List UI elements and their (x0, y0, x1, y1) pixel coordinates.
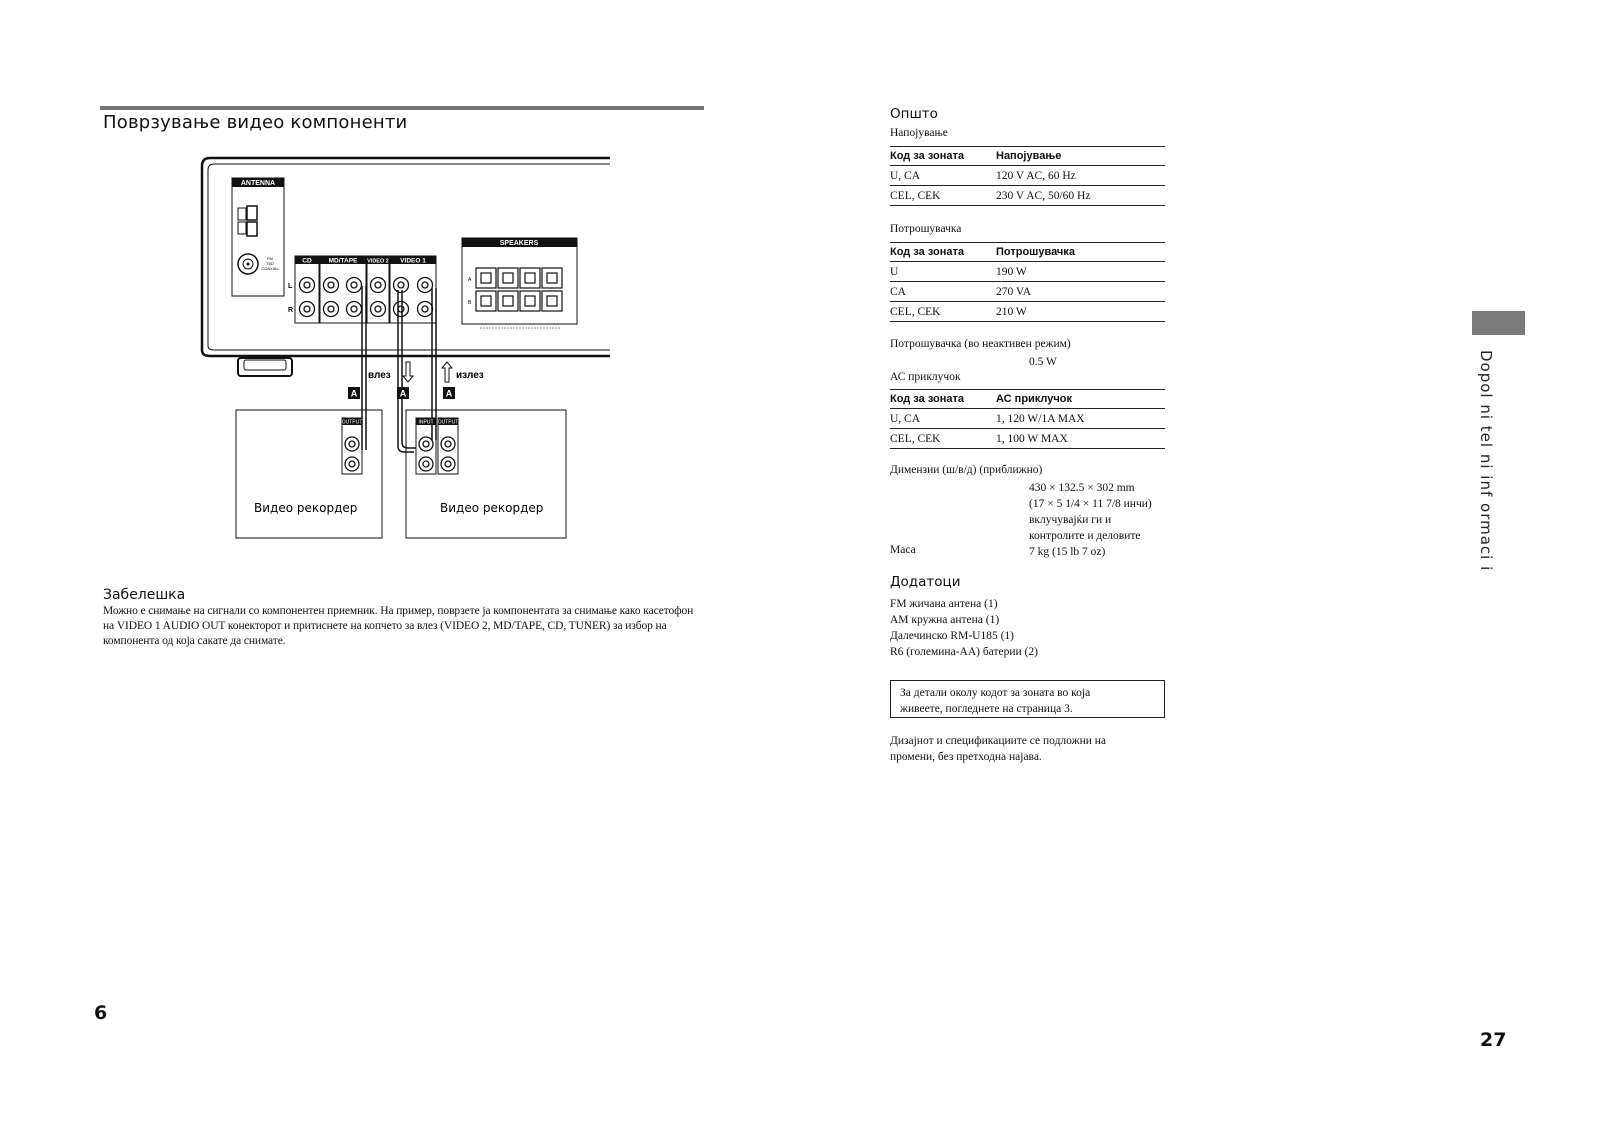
ac-outlet-label: АС приклучок (890, 371, 961, 383)
input-jack-label: INPUT (418, 419, 434, 426)
dimensions-line: контролите и деловите (1029, 530, 1141, 542)
power-label: Напојување (890, 127, 948, 139)
dimensions-label: Димензии (ш/в/д) (приближно) (890, 464, 1043, 476)
table-cell: 190 W (996, 262, 1165, 282)
table-cell: 120 V AC, 60 Hz (996, 166, 1165, 186)
cable-marker-a: A (399, 388, 407, 399)
standby-label: Потрошувачка (во неактивен режим) (890, 338, 1071, 350)
up-arrow-icon (442, 362, 452, 382)
disclaimer (890, 733, 1106, 765)
section-title: Поврзување видео компоненти (103, 112, 408, 133)
accessories-heading: Додатоци (890, 574, 961, 590)
ac-outlet-table (890, 389, 1165, 449)
svg-text:COAXIAL: COAXIAL (261, 266, 279, 271)
connection-diagram (200, 150, 610, 545)
dimensions-line: (17 × 5 1/4 × 11 7/8 инчи) (1029, 498, 1152, 510)
video2-label: VIDEO 2 (367, 258, 389, 265)
disclaimer-line: Дизајнот и спецификациите се подложни на (890, 735, 1107, 747)
recorder-left-label: Видео рекордер (254, 501, 358, 515)
input-arrow-label: влез (368, 370, 391, 381)
table-cell: CEL, CEK (890, 429, 996, 449)
cable-marker-a: A (350, 388, 358, 399)
section-tab (1472, 311, 1525, 335)
table-header: АС приклучок (996, 390, 1165, 409)
power-table (890, 146, 1165, 206)
down-arrow-icon (403, 362, 413, 382)
table-row (890, 302, 1165, 322)
table-cell: 1, 120 W/1A MAX (996, 409, 1165, 429)
l-channel-label: L (288, 283, 293, 290)
recorder-right-label: Видео рекордер (440, 501, 544, 515)
table-cell: 270 VA (996, 282, 1165, 302)
accessories-list (890, 596, 1038, 660)
table-header: Напојување (996, 147, 1165, 166)
r-channel-label: R (288, 307, 294, 314)
cable-marker-a: A (445, 388, 453, 399)
mass-value: 7 kg (15 lb 7 oz) (1029, 546, 1106, 558)
table-cell: CEL, CEK (890, 186, 996, 206)
section-tab-label: Dopol ni tel ni inf ormaci i (1477, 350, 1495, 572)
standby-value: 0.5 W (1029, 356, 1057, 368)
table-cell: 210 W (996, 302, 1165, 322)
mass-label: Маса (890, 544, 916, 556)
dimensions-line: вклучувајќи ги и (1029, 514, 1112, 526)
list-item: R6 (големина-AA) батерии (2) (890, 646, 1038, 658)
list-item: FM жичана антена (1) (890, 598, 998, 610)
list-item: AM кружна антена (1) (890, 614, 1000, 626)
md-tape-label: MD/TAPE (328, 257, 358, 265)
output-jack-label: OUTPUT (437, 419, 459, 426)
page-number-left: 6 (94, 1002, 108, 1024)
note-heading: Забелешка (103, 587, 186, 603)
video1-label: VIDEO 1 (400, 257, 426, 265)
svg-text:75Ω: 75Ω (266, 261, 274, 266)
consumption-table (890, 242, 1165, 322)
table-header: Код за зоната (890, 390, 996, 409)
table-row (890, 262, 1165, 282)
note-body: Можно е снимање на сигнали со компонентен приемник. На пример, поврзете ја компонентата за снимање како касетофон на VIDEO 1 AUDIO OUT конекторот и притиснете на копчето за влез (VIDEO 2, MD/TAPE, CD, TUNER) за избор на компонента од која сакате да снимате. (103, 605, 694, 647)
table-cell: CA (890, 282, 996, 302)
speaker-b-label: B (468, 300, 472, 306)
section-rule (100, 106, 704, 110)
table-header: Код за зоната (890, 147, 996, 166)
output-jack-label: OUTPUT (341, 419, 363, 426)
table-cell: 230 V AC, 50/60 Hz (996, 186, 1165, 206)
table-cell: 1, 100 W MAX (996, 429, 1165, 449)
general-heading: Општо (890, 106, 938, 122)
table-row (890, 166, 1165, 186)
notice-box (890, 680, 1165, 718)
speakers-label: SPEAKERS (499, 240, 539, 247)
speaker-a-label: A (468, 277, 472, 283)
svg-text:FM: FM (267, 256, 273, 261)
disclaimer-line: промени, без претходна најава. (890, 751, 1042, 763)
table-cell: U, CA (890, 166, 996, 186)
table-header: Потрошувачка (996, 243, 1165, 262)
cd-label: CD (302, 257, 312, 265)
table-cell: CEL, CEK (890, 302, 996, 322)
dimensions-value (1029, 480, 1152, 544)
page-number-right: 27 (1480, 1029, 1507, 1051)
notice-line: живеете, погледнете на страница 3. (900, 703, 1073, 715)
table-row (890, 409, 1165, 429)
table-cell: U, CA (890, 409, 996, 429)
table-header: Код за зоната (890, 243, 996, 262)
table-row (890, 186, 1165, 206)
dimensions-line: 430 × 132.5 × 302 mm (1029, 482, 1135, 494)
notice-line: За детали околу кодот за зоната во која (900, 687, 1091, 699)
table-row (890, 429, 1165, 449)
consumption-label: Потрошувачка (890, 223, 962, 235)
output-arrow-label: излез (456, 370, 484, 381)
table-row (890, 282, 1165, 302)
list-item: Далечинско RM-U185 (1) (890, 630, 1014, 642)
table-cell: U (890, 262, 996, 282)
antenna-label: ANTENNA (240, 180, 276, 187)
